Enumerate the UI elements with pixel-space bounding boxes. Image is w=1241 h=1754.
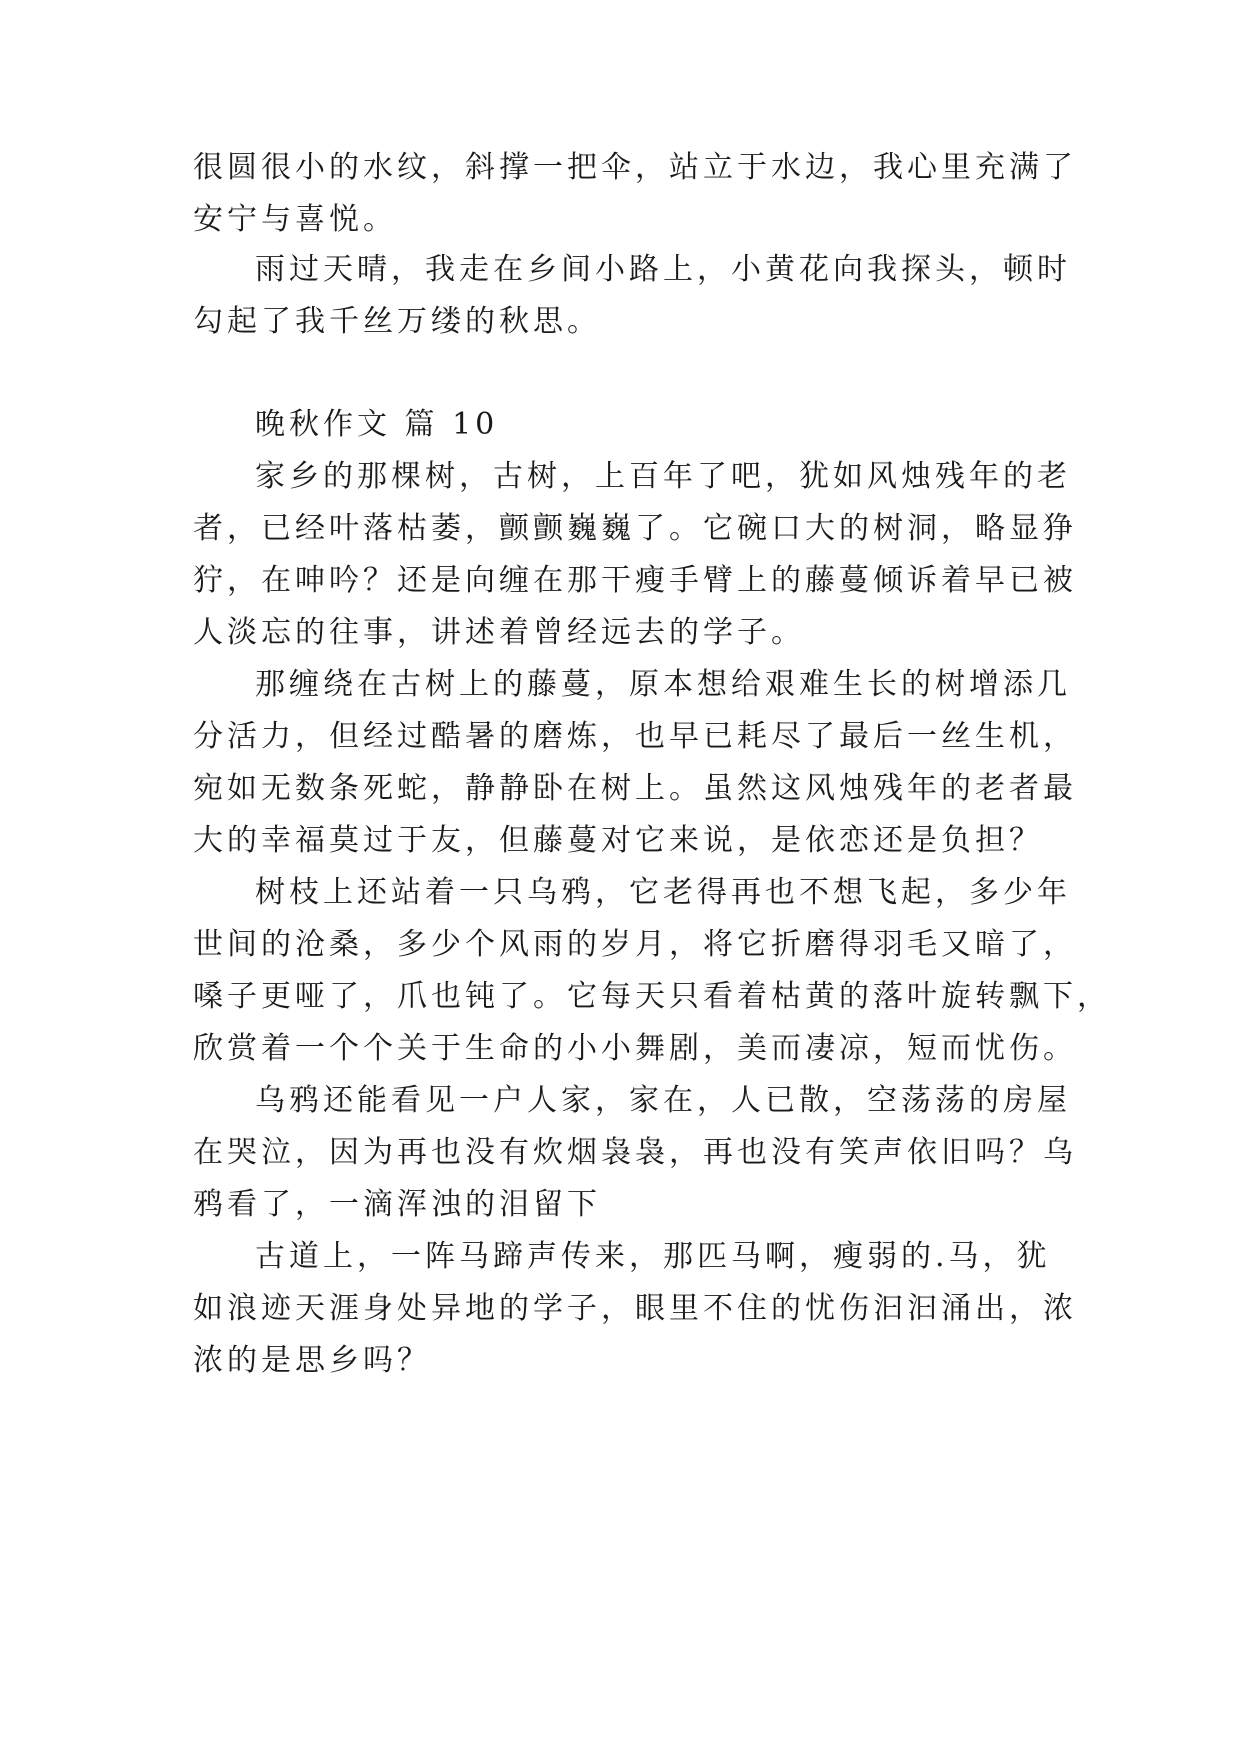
text-line: 世间的沧桑，多少个风雨的岁月，将它折磨得羽毛又暗了， — [193, 927, 1077, 962]
paragraph-first-line: 雨过天晴，我走在乡间小路上，小黄花向我探头，顿时 — [255, 252, 1071, 287]
text-line: 人淡忘的往事，讲述着曾经远去的学子。 — [193, 615, 805, 650]
paragraph-first-line: 树枝上还站着一只乌鸦，它老得再也不想飞起，多少年 — [255, 875, 1071, 910]
text-line: 很圆很小的水纹，斜撑一把伞，站立于水边，我心里充满了 — [193, 150, 1077, 185]
text-line: 鸦看了，一滴浑浊的泪留下 — [193, 1187, 601, 1222]
text-line: 者，已经叶落枯萎，颤颤巍巍了。它碗口大的树洞，略显狰 — [193, 511, 1077, 546]
text-line: 宛如无数条死蛇，静静卧在树上。虽然这风烛残年的老者最 — [193, 771, 1077, 806]
text-line: 勾起了我千丝万缕的秋思。 — [193, 304, 601, 339]
paragraph-first-line: 乌鸦还能看见一户人家，家在，人已散，空荡荡的房屋 — [255, 1083, 1071, 1118]
section-heading: 晚秋作文 篇 10 — [255, 407, 499, 442]
text-line: 浓的是思乡吗？ — [193, 1343, 431, 1378]
paragraph-first-line: 古道上，一阵马蹄声传来，那匹马啊，瘦弱的.马，犹 — [255, 1239, 1051, 1274]
text-line: 如浪迹天涯身处异地的学子，眼里不住的忧伤汩汩涌出，浓 — [193, 1291, 1077, 1326]
text-line: 狞，在呻吟？还是向缠在那干瘦手臂上的藤蔓倾诉着早已被 — [193, 563, 1077, 598]
text-line: 欣赏着一个个关于生命的小小舞剧，美而凄凉，短而忧伤。 — [193, 1031, 1077, 1066]
text-line: 大的幸福莫过于友，但藤蔓对它来说，是依恋还是负担？ — [193, 823, 1043, 858]
text-line: 安宁与喜悦。 — [193, 202, 397, 237]
text-line: 分活力，但经过酷暑的磨炼，也早已耗尽了最后一丝生机， — [193, 719, 1077, 754]
paragraph-first-line: 那缠绕在古树上的藤蔓，原本想给艰难生长的树增添几 — [255, 667, 1071, 702]
text-line: 在哭泣，因为再也没有炊烟袅袅，再也没有笑声依旧吗？乌 — [193, 1135, 1077, 1170]
paragraph-first-line: 家乡的那棵树，古树，上百年了吧，犹如风烛残年的老 — [255, 459, 1071, 494]
text-line: 嗓子更哑了，爪也钝了。它每天只看着枯黄的落叶旋转飘下， — [193, 979, 1111, 1014]
